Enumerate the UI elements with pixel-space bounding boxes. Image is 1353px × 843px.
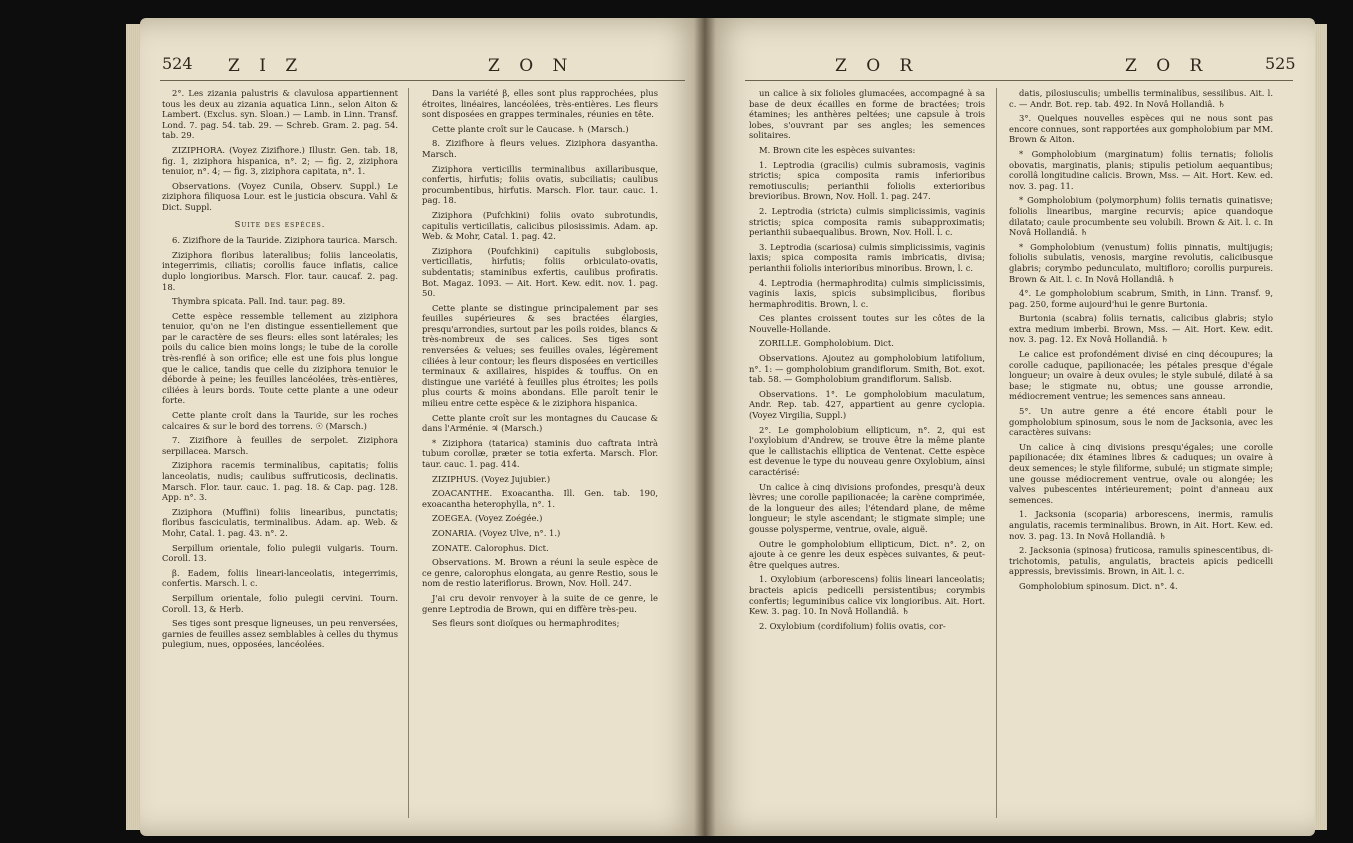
paragraph: Observations. Ajoutez au gompholobium latifolium, n°. 1: — gompholobium grandiflorum. Smith, Bot. exot. tab. 58. — Gompholobium grandiflorum. Salisb. xyxy=(749,353,985,385)
right-page-edges xyxy=(1313,24,1327,830)
right-head-rule xyxy=(745,80,1293,81)
right-column-head: Z O R xyxy=(1125,56,1210,76)
paragraph: J'ai cru devoir renvoyer à la suite de ce genre, le genre Leptrodia de Brown, qui en diffère très-peu. xyxy=(422,592,658,614)
paragraph: 2. Leptrodia (stricta) culmis simplicissimis, vaginis strictis; spica composita ramis subapproximatis; perianthii subaequalibus. Brown, Nov. Holl. l. c. xyxy=(749,205,985,238)
paragraph: Cette plante croît dans la Tauride, sur les roches calcaires & sur le bord des torrens. ☉ (Marsch.) xyxy=(162,410,398,431)
paragraph: Observations. 1°. Le gompholobium maculatum, Andr. Rep. tab. 427, appartient au genre cyclopia. (Voyez Virgilia, Suppl.) xyxy=(749,388,985,421)
section-heading: Suite des espèces. xyxy=(234,218,326,229)
paragraph: 2. Oxylobium (cordifolium) foliis ovatis, cor- xyxy=(759,620,946,631)
left-page xyxy=(140,18,705,836)
paragraph: Gompholobium spinosum. Dict. n°. 4. xyxy=(1019,580,1178,591)
left-running-head: Z I Z xyxy=(228,56,305,76)
paragraph: un calice à six folioles glumacées, accompagné à sa base de deux écailles en forme de bractées; trois étamines; les anthères peltées; une capsule à trois lobes, s'ouvrant par ses angles; les semences solitaires. xyxy=(749,88,985,141)
right-page-number: 525 xyxy=(1265,54,1296,73)
paragraph: Ses fleurs sont dioïques ou hermaphrodites; xyxy=(432,618,620,629)
paragraph: 4°. Le gompholobium scabrum, Smith, in Linn. Transf. 9, pag. 250, forme aujourd'hui le genre Burtonia. xyxy=(1009,288,1273,309)
paragraph: 1. Leptrodia (gracilis) culmis subramosis, vaginis strictis; spica composita ramis inferioribus remotiusculis; perianthii foliolis exterioribus brevioribus. Brown, Nov. Holl. 1. pag. 247. xyxy=(749,159,985,202)
paragraph: Ces plantes croissent toutes sur les côtes de la Nouvelle-Hollande. xyxy=(749,313,985,334)
paragraph: Outre le gompholobium ellipticum, Dict. n°. 2, on ajoute à ce genre les deux espèces suivantes, & peut-être quelques autres. xyxy=(749,538,985,570)
paragraph: ZIZIPHUS. (Voyez Jujubier.) xyxy=(432,473,551,484)
paragraph: 3. Leptrodia (scariosa) culmis simplicissimis, vaginis laxis; spica composita ramis imbricatis, divisa; perianthii foliolis interioribus minoribus. Brown, l. c. xyxy=(749,241,985,273)
right-column-1 xyxy=(749,88,985,635)
paragraph: Ziziphora (Muffini) foliis linearibus, punctatis; floribus fasciculatis, terminalibus. Adam. ap. Web. & Mohr, Catal. 1. pag. 43. n°. 2. xyxy=(162,506,398,538)
paragraph: Un calice à cinq divisions presqu'égales; une corolle papilionacée; dix étamines libres & caduques; un ovaire à deux semences; le style filiforme, subulé; un stigmate simple; une gousse médiocrement ventrue, ovale ou alongée; les valves pubescentes intérieurement; point d'anneau aux semences. xyxy=(1009,441,1273,505)
paragraph: * Ziziphora (tatarica) staminis duo caftrata intrà tubum corollæ, præter se totia exferta. Marsch. Flor. taur. cauc. 1. pag. 414. xyxy=(422,437,658,469)
paragraph: Ziziphora racemis terminalibus, capitatis; foliis lanceolatis, nudis; caulibus suffruticosis, declinatis. Marsch. Flor. taur. cauc. 1. pag. 18. & Cap. pag. 128. App. n°. 3. xyxy=(162,460,398,503)
paragraph: 1. Jacksonia (scoparia) arborescens, inermis, ramulis angulatis, racemis terminalibus. Brown, in Ait. Hort. Kew. ed. nov. 3. pag. 13. In Novâ Hollandiâ. ♄ xyxy=(1009,509,1273,541)
left-column-2 xyxy=(422,88,658,633)
right-column-2 xyxy=(1009,88,1273,596)
paragraph: β. Eadem, foliis lineari-lanceolatis, integerrimis, confertis. Marsch. l. c. xyxy=(162,567,398,589)
paragraph: 3°. Quelques nouvelles espèces qui ne nous sont pas encore connues, sont rapportées aux gompholobium par MM. Brown & Aiton. xyxy=(1009,113,1273,145)
paragraph: Ziziphora (Pufchkini) foliis ovato subrotundis, capitulis verticillatis, calicibus pilosissimis. Adam. ap. Web. & Mohr, Catal. 1. pag. 42. xyxy=(422,209,658,242)
paragraph: Ziziphora floribus lateralibus; foliis lanceolatis, integerrimis, ciliatis; corollis fauce inflatis, calice duplo longioribus. Marsch. Flor. taur. caucaf. 2. pag. 18. xyxy=(162,249,398,292)
right-column-rule xyxy=(996,88,997,818)
paragraph: M. Brown cite les espèces suivantes: xyxy=(759,144,916,155)
paragraph: ZOEGEA. (Voyez Zoégée.) xyxy=(432,513,543,524)
paragraph: Observations. (Voyez Cunila, Observ. Suppl.) Le ziziphora filiquosa Lour. est le justicia obscura. Vahl & Dict. Suppl. xyxy=(162,180,398,212)
paragraph: Thymbra spicata. Pall. Ind. taur. pag. 89. xyxy=(172,296,346,307)
paragraph: Ziziphora verticillis terminalibus axillaribusque, confertis, hirfutis; foliis ovatis, subciliatis; caulibus procumbentibus, hirfutis. Marsch. Flor. taur. cauc. 1. pag. 18. xyxy=(422,163,658,206)
paragraph: datis, pilosiusculis; umbellis terminalibus, sessilibus. Ait. l. c. — Andr. Bot. rep. tab. 492. In Novâ Hollandiâ. ♄ xyxy=(1009,88,1273,109)
paragraph: ZONATE. Calorophus. Dict. xyxy=(432,542,549,553)
open-book xyxy=(30,18,1332,836)
paragraph: Burtonia (scabra) foliis ternatis, calicibus glabris; stylo extra medium imberbi. Brown, Mss. — Ait. Hort. Kew. edit. nov. 3. pag. 12. Ex Novâ Hollandiâ. ♄ xyxy=(1009,313,1273,345)
paragraph: Observations. M. Brown a réuni la seule espèce de ce genre, calorophus elongata, au genre Restio, sous le nom de restio lateriflorus. Brown, Nov. Holl. 247. xyxy=(422,557,658,589)
paragraph: 5°. Un autre genre a été encore établi pour le gompholobium spinosum, sous le nom de Jacksonia, avec les caractères suivans: xyxy=(1009,406,1273,438)
paragraph: ZONARIA. (Voyez Ulve, n°. 1.) xyxy=(432,527,561,538)
right-page xyxy=(705,18,1315,836)
paragraph: Cette plante croît sur le Caucase. ♄ (Marsch.) xyxy=(432,123,629,134)
paragraph: 4. Leptrodia (hermaphrodita) culmis simplicissimis, vaginis laxis, spicis subsimplicibus, floribus hermaphroditis. Brown, l. c. xyxy=(749,277,985,309)
left-column-1 xyxy=(162,88,398,654)
paragraph: ZOACANTHE. Exoacantha. Ill. Gen. tab. 190, exoacantha heterophylla, n°. 1. xyxy=(422,488,658,509)
paragraph: Cette espèce ressemble tellement au ziziphora tenuior, qu'on ne l'en distingue essentiellement que par le caractère de ses fleurs: elles sont latérales; les poils du calice bien moins longs; le tube de la corolle très-renflé à son orifice; elle est une fois plus longue que le calice, tandis que celle du ziziphora tenuior le déborde à peine; les feuilles lancéolées, très-entières, ciliées à leurs bords. Toute cette plante a une odeur forte. xyxy=(162,310,398,406)
paragraph: Cette plante se distingue principalement par ses feuilles supérieures & ses bractées élargies, presqu'arrondies, surtout par les poils roides, blancs & très-nombreux de ses calices. Ses tiges sont renversées & velues; ses feuilles ovales, légèrement ciliées à leur contour; les fleurs disposées en verticilles terminaux & axillaires, hispides & touffus. On en distingue une variété à feuilles plus étroites; les poils plus courts & moins abondans. Elle paroît tenir le milieu entre cette espèce & le ziziphora hispanica. xyxy=(422,302,658,409)
paragraph: Le calice est profondément divisé en cinq découpures; la corolle caduque, papilionacée; les pétales presque d'égale longueur; un ovaire à deux ovules; le style subulé, dilaté à sa base; le stigmate nu, obtus; une gousse arrondie, médiocrement ventrue; les semences sans anneau. xyxy=(1009,349,1273,402)
paragraph: 2°. Les zizania palustris & clavulosa appartiennent tous les deux au zizania aquatica Linn., selon Aiton & Lambert. (Exclus. syn. Sloan.) — Lamb. in Linn. Transf. Lond. 7. pag. 54. tab. 29. — Schreb. Gram. 2. pag. 54. tab. 29. xyxy=(162,88,398,141)
paragraph: * Gompholobium (marginatum) foliis ternatis; foliolis obovatis, marginatis, planis; stipulis petiolum aequantibus; corollâ longitudine calicis. Brown, Mss. — Ait. Hort. Kew. ed. nov. 3. pag. 11. xyxy=(1009,148,1273,191)
left-column-rule xyxy=(408,88,409,818)
paragraph: 8. Zizifhore à fleurs velues. Ziziphora dasyantha. Marsch. xyxy=(422,138,658,159)
paragraph: ZORILLE. Gompholobium. Dict. xyxy=(759,338,894,349)
paragraph: Dans la variété β, elles sont plus rapprochées, plus étroites, linéaires, lancéolées, très-entières. Les fleurs sont disposées en grappes terminales, réunies en tête. xyxy=(422,88,658,120)
paragraph: Un calice à cinq divisions profondes, presqu'à deux lèvres; une corolle papilionacée; la carène comprimée, de la longueur des ailes; l'étendard plane, de même longueur; le style ascendant; le stigmate simple; une gousse polysperme, ventrue, ovale, aiguë. xyxy=(749,481,985,534)
paragraph: ZIZIPHORA. (Voyez Zizifhore.) Illustr. Gen. tab. 18, fig. 1, ziziphora hispanica, n°. 2; — fig. 2, ziziphora tenuior, n°. 4; — fig. 3, ziziphora capitata, n°. 1. xyxy=(162,144,398,177)
paragraph: 2. Jacksonia (spinosa) fruticosa, ramulis spinescentibus, di-trichotomis, patulis, angulatis, bracteis apicis pedicelli appressis, brevissimis. Brown, in Ait. l. c. xyxy=(1009,545,1273,577)
paragraph: * Gompholobium (venustum) foliis pinnatis, multijugis; foliolis subulatis, venosis, margine revolutis, calicibusque glabris; corymbo pedunculato, multifloro; corollis purpureis. Brown & Ait. l. c. In Novâ Hollandiâ. ♄ xyxy=(1009,241,1273,284)
right-running-head: Z O R xyxy=(835,56,920,76)
paragraph: * Gompholobium (polymorphum) foliis ternatis quinatisve; foliolis linearibus, margine recurvis; apice quandoque dilatato; caule procumbente seu volubili. Brown & Ait. l. c. In Novâ Hollandiâ. ♄ xyxy=(1009,195,1273,238)
paragraph: 6. Zizifhore de la Tauride. Ziziphora taurica. Marsch. xyxy=(172,235,398,246)
paragraph: Ses tiges sont presque ligneuses, un peu renversées, garnies de feuilles assez semblables à celles du thymus pulegium, nues, opposées, lancéolées. xyxy=(162,618,398,650)
paragraph: 7. Zizifhore à feuilles de serpolet. Ziziphora serpillacea. Marsch. xyxy=(162,435,398,456)
left-column-head: Z O N xyxy=(488,56,575,76)
paragraph: 2°. Le gompholobium ellipticum, n°. 2, qui est l'oxylobium d'Andrew, se trouve être la même plante que le callistachis elliptica de Ventenat. Cette espèce est devenue le type du nouveau genre Oxylobium, ainsi caractérisé: xyxy=(749,424,985,477)
paragraph: Serpillum orientale, folio pulegii cervini. Tourn. Coroll. 13, & Herb. xyxy=(162,592,398,614)
book-gutter xyxy=(694,18,716,836)
paragraph: Ziziphora (Poufchkini) capitulis subglobosis, verticillatis, hirfutis; foliis orbiculato-ovatis, subdentatis; staminibus exfertis, caulibus profiratis. Bot. Magaz. 1093. — Ait. Hort. Kew. edit. nov. 1. pag. 50. xyxy=(422,245,658,299)
left-head-rule xyxy=(160,80,685,81)
paragraph: 1. Oxylobium (arborescens) foliis lineari lanceolatis; bracteis apicis pedicelli persistentibus; corymbis confertis; leguminibus calice vix longioribus. Ait. Hort. Kew. 3. pag. 10. In Novâ Hollandiâ. ♄ xyxy=(749,574,985,617)
paragraph: Cette plante croît sur les montagnes du Caucase & dans l'Arménie. ♃ (Marsch.) xyxy=(422,412,658,434)
left-page-number: 524 xyxy=(162,54,193,73)
paragraph: Serpillum orientale, folio pulegii vulgaris. Tourn. Coroll. 13. xyxy=(162,542,398,564)
